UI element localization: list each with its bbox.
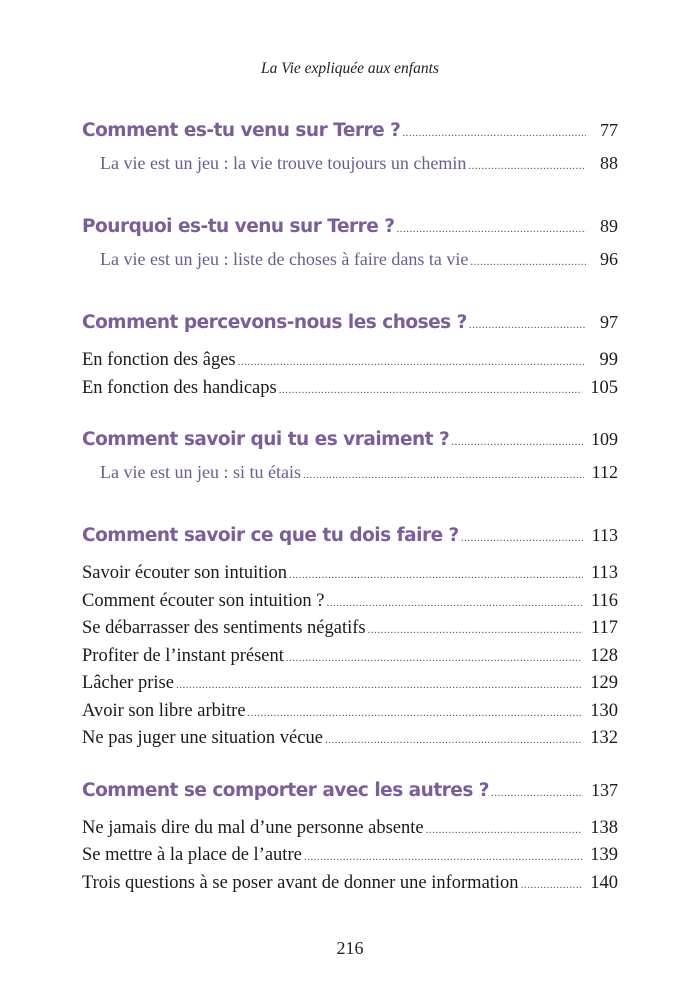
toc-page-number: 129 <box>590 673 618 693</box>
toc-entry-label: Ne jamais dire du mal d’une personne absente <box>82 817 424 838</box>
dot-leader <box>491 787 583 799</box>
toc-page-number: 96 <box>600 249 618 269</box>
dot-leader <box>327 597 583 609</box>
toc-section <box>82 120 618 192</box>
toc-game-label: La vie est un jeu : si tu étais <box>100 462 301 482</box>
toc-page-number: 140 <box>590 872 618 893</box>
toc-heading-label: Comment se comporter avec les autres ? <box>82 779 490 801</box>
page-number: 216 <box>336 938 364 958</box>
dot-leader <box>304 851 582 863</box>
toc-section <box>82 429 618 501</box>
toc-entry-row[interactable] <box>82 873 618 901</box>
toc-heading-row[interactable] <box>82 120 618 153</box>
toc-page-number: 77 <box>600 120 618 140</box>
dot-leader <box>451 436 583 448</box>
toc-entry-label: Se mettre à la place de l’autre <box>82 845 302 865</box>
toc-page-number: 137 <box>591 779 618 800</box>
toc-game-label: La vie est un jeu : liste de choses à faire dans ta vie <box>100 249 469 269</box>
toc-entry-row[interactable] <box>82 591 618 619</box>
toc-section <box>82 312 618 405</box>
toc-entry-row[interactable] <box>82 618 618 646</box>
toc-page-number: 99 <box>599 350 618 370</box>
toc-entry-row[interactable] <box>82 350 618 378</box>
toc-heading-row[interactable] <box>82 780 618 818</box>
toc-entry-label: Profiter de l’instant présent <box>82 645 284 666</box>
toc-page-number: 138 <box>590 817 618 838</box>
toc-entry-label: Trois questions à se poser avant de donner une information <box>82 872 519 893</box>
toc-page-number: 128 <box>590 645 618 666</box>
toc-heading-label: Comment savoir qui tu es vraiment ? <box>82 429 450 450</box>
toc-page-number: 130 <box>590 700 618 721</box>
toc-page-number: 117 <box>590 618 618 638</box>
toc-heading-label: Comment savoir ce que tu dois faire ? <box>82 525 459 546</box>
toc-heading-label: Pourquoi es-tu venu sur Terre ? <box>82 216 395 237</box>
toc-game-row[interactable] <box>82 153 618 192</box>
toc-entry-row[interactable] <box>82 646 618 674</box>
dot-leader <box>176 679 582 691</box>
toc-entry-label: En fonction des âges <box>82 350 236 370</box>
toc-page-number: 97 <box>600 312 618 332</box>
toc-entry-row[interactable] <box>82 673 618 701</box>
toc-page-number: 113 <box>590 563 618 583</box>
toc-entry-row[interactable] <box>82 845 618 873</box>
dot-leader <box>238 356 586 368</box>
table-of-contents <box>82 120 618 924</box>
toc-entry-label: En fonction des handicaps <box>82 377 277 398</box>
toc-entry-row[interactable] <box>82 818 618 846</box>
toc-heading-label: Comment percevons-nous les choses ? <box>82 312 467 333</box>
toc-heading-row[interactable] <box>82 216 618 249</box>
toc-page-number: 109 <box>591 429 618 449</box>
toc-game-row[interactable] <box>82 249 618 288</box>
dot-leader <box>426 824 583 836</box>
toc-heading-row[interactable] <box>82 429 618 462</box>
dot-leader <box>402 127 586 139</box>
toc-heading-row[interactable] <box>82 525 618 563</box>
dot-leader <box>303 469 584 481</box>
dot-leader <box>396 223 586 235</box>
toc-entry-label: Lâcher prise <box>82 673 174 693</box>
toc-page-number: 116 <box>590 590 618 611</box>
toc-page-number: 112 <box>591 462 618 482</box>
dot-leader <box>248 707 583 719</box>
toc-entry-row[interactable] <box>82 563 618 591</box>
toc-game-label: La vie est un jeu : la vie trouve toujours un chemin <box>100 153 467 173</box>
toc-entry-label: Comment écouter son intuition ? <box>82 590 325 611</box>
toc-entry-row[interactable] <box>82 701 618 729</box>
toc-page-number: 88 <box>600 153 618 173</box>
running-header: La Vie expliquée aux enfants <box>261 60 439 77</box>
toc-entry-label: Savoir écouter son intuition <box>82 563 288 583</box>
dot-leader <box>521 879 583 891</box>
toc-section <box>82 525 618 756</box>
dot-leader <box>368 624 583 636</box>
toc-entry-label: Se débarrasser des sentiments négatifs <box>82 618 366 638</box>
dot-leader <box>469 319 586 331</box>
toc-page-number: 139 <box>590 845 618 865</box>
toc-page-number: 105 <box>590 377 618 398</box>
dot-leader <box>468 160 586 172</box>
toc-section <box>82 780 618 901</box>
dot-leader <box>470 256 586 268</box>
dot-leader <box>289 569 583 581</box>
toc-game-row[interactable] <box>82 462 618 501</box>
toc-section <box>82 216 618 288</box>
toc-page-number: 132 <box>590 728 618 748</box>
toc-entry-row[interactable] <box>82 728 618 756</box>
dot-leader <box>461 532 584 544</box>
toc-entry-row[interactable] <box>82 378 618 406</box>
toc-page-number: 113 <box>591 525 618 545</box>
toc-entry-label: Avoir son libre arbitre <box>82 700 246 721</box>
toc-heading-row[interactable] <box>82 312 618 350</box>
toc-heading-label: Comment es-tu venu sur Terre ? <box>82 120 401 141</box>
toc-page-number: 89 <box>600 216 618 236</box>
dot-leader <box>286 652 582 664</box>
dot-leader <box>279 384 583 396</box>
toc-entry-label: Ne pas juger une situation vécue <box>82 728 323 748</box>
dot-leader <box>325 734 582 746</box>
